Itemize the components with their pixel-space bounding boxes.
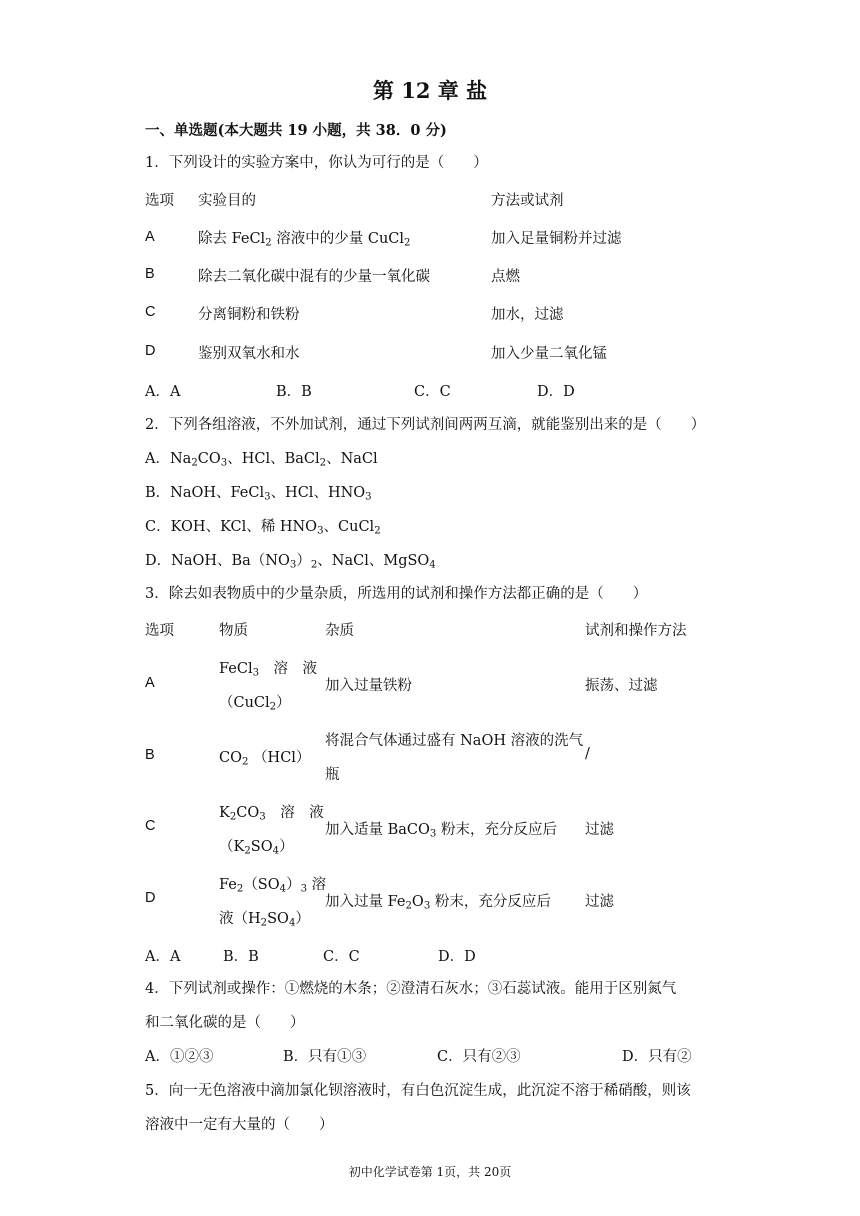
q4-choice-c[interactable]: C．只有②③ [437, 1049, 521, 1065]
q1-choice-a[interactable]: A．A [145, 384, 181, 400]
q1-row-a-purpose: 除去 FeCl$_2$ 溶液中的少量 CuCl$_2$ [198, 231, 411, 249]
q2-stem: 2．下列各组溶液，不外加试剂，通过下列试剂间两两互滴，就能鉴别出来的是（ ） [145, 417, 706, 433]
q3-row-c-option: C [145, 818, 156, 834]
section-heading: 一、单选题(本大题共 19 小题，共 38．0 分) [145, 122, 447, 139]
q3-row-d-option: D [145, 890, 156, 906]
q1-row-b-purpose: 除去二氧化碳中混有的少量一氧化碳 [198, 269, 430, 285]
q1-choice-b[interactable]: B．B [276, 384, 312, 400]
q3-row-b-method: / [585, 746, 590, 762]
q4-choice-a[interactable]: A．①②③ [145, 1049, 214, 1065]
q3-choice-c[interactable]: C．C [323, 949, 360, 965]
q1-header-purpose: 实验目的 [198, 193, 256, 209]
q1-choice-c[interactable]: C．C [414, 384, 451, 400]
q3-row-d-method: 过滤 [585, 894, 614, 910]
q1-row-a-option: A [145, 229, 155, 245]
q3-header-substance: 物质 [219, 623, 248, 639]
q1-stem: 1．下列设计的实验方案中，你认为可行的是（ ） [145, 155, 488, 171]
q5-stem-line2: 溶液中一定有大量的（ ） [145, 1117, 334, 1133]
q2-choice-c[interactable]: C．KOH、KCl、稀 $HNO_3$、CuCl$_2$ [145, 519, 381, 537]
q1-row-b-option: B [145, 266, 155, 282]
page-title: 第 12 章 盐 [372, 78, 488, 103]
q3-row-b-reagent-line1: 将混合气体通过盛有 NaOH 溶液的洗气 [325, 733, 584, 749]
q1-row-d-method: 加入少量二氧化锰 [491, 346, 607, 362]
q3-stem: 3．除去如表物质中的少量杂质，所选用的试剂和操作方法都正确的是（ ） [145, 586, 648, 602]
q3-row-c-reagent: 加入适量 BaCO$_3$ 粉末，充分反应后 [325, 822, 557, 840]
q3-row-a-option: A [145, 675, 155, 691]
q2-choice-d[interactable]: D．NaOH、$Ba(NO_3)_2$、NaCl、MgSO$_4$ [145, 553, 436, 571]
q3-row-c-substance-line1: $K_2CO_3$ 溶 液 [219, 805, 324, 823]
q3-row-d-substance-line1: $Fe_2(SO_4)_3$ 溶 [219, 877, 327, 895]
q3-choice-a[interactable]: A．A [145, 949, 181, 965]
q3-row-c-substance-line2: $(K_2SO_4)$ [219, 839, 294, 857]
q4-stem-line1: 4．下列试剂或操作：①燃烧的木条；②澄清石灰水；③石蕊试液。能用于区别氮气 [145, 981, 677, 997]
q3-row-a-reagent: 加入过量铁粉 [325, 678, 412, 694]
q3-row-a-substance-line1: FeCl$_3$ 溶 液 [219, 661, 318, 679]
q1-row-b-method: 点燃 [491, 269, 520, 285]
q1-header-method: 方法或试剂 [491, 193, 564, 209]
q5-stem-line1: 5．向一无色溶液中滴加氯化钡溶液时，有白色沉淀生成，此沉淀不溶于稀硝酸，则该 [145, 1083, 691, 1099]
q3-row-b-option: B [145, 747, 155, 763]
q1-row-a-method: 加入足量铜粉并过滤 [491, 231, 622, 247]
q3-row-b-substance: $CO_2$ （HCl） [219, 750, 311, 768]
q1-row-c-purpose: 分离铜粉和铁粉 [198, 307, 300, 323]
q1-header-option: 选项 [145, 193, 174, 209]
q3-header-option: 选项 [145, 623, 174, 639]
q4-stem-line2: 和二氧化碳的是（ ） [145, 1015, 305, 1031]
page-footer: 初中化学试卷第 1页，共 20页 [348, 1165, 512, 1179]
q1-row-d-option: D [145, 343, 156, 359]
q2-choice-a[interactable]: A．$Na_2CO_3$、HCl、BaCl$_2$、NaCl [145, 451, 378, 469]
q3-row-d-substance-line2: 液$(H_2SO_4)$ [219, 911, 310, 929]
q3-row-a-method: 振荡、过滤 [585, 678, 658, 694]
q3-row-a-substance-line2: （CuCl$_2$） [219, 695, 291, 713]
q3-row-d-reagent: 加入过量 $Fe_2O_3$ 粉末，充分反应后 [325, 894, 551, 912]
q3-header-method: 试剂和操作方法 [585, 623, 687, 639]
q4-choice-d[interactable]: D．只有② [622, 1049, 692, 1065]
q1-row-d-purpose: 鉴别双氧水和水 [198, 346, 300, 362]
q3-row-b-reagent-line2: 瓶 [325, 767, 340, 783]
q3-choice-b[interactable]: B．B [223, 949, 259, 965]
q2-choice-b[interactable]: B．NaOH、FeCl$_3$、HCl、$HNO_3$ [145, 485, 372, 503]
q1-row-c-option: C [145, 304, 156, 320]
q1-row-c-method: 加水，过滤 [491, 307, 564, 323]
q1-choice-d[interactable]: D．D [537, 384, 575, 400]
q4-choice-b[interactable]: B．只有①③ [283, 1049, 367, 1065]
q3-header-impurity: 杂质 [325, 623, 354, 639]
q3-row-c-method: 过滤 [585, 822, 614, 838]
q3-choice-d[interactable]: D．D [438, 949, 476, 965]
